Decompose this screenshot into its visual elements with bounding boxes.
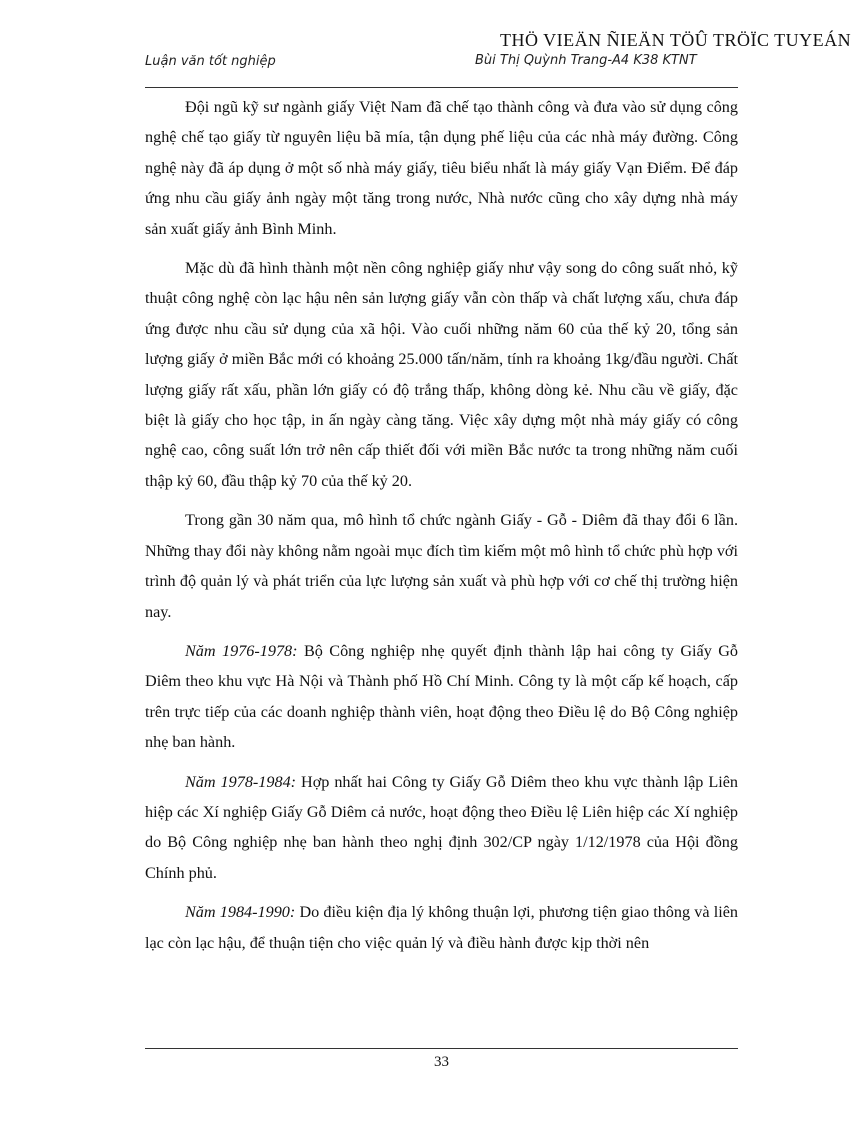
paragraph-6 xyxy=(145,897,738,958)
paragraph-2 xyxy=(145,253,738,496)
header-thesis-label: Luận văn tốt nghiệp xyxy=(145,54,276,69)
header-rule xyxy=(145,87,738,88)
paragraph-1 xyxy=(145,92,738,244)
paragraph-5-text: Hợp nhất hai Công ty Giấy Gỗ Diêm theo khu vực thành lập Liên hiệp các Xí nghiệp Giấy Gỗ Diêm cả nước, hoạt động theo Điều lệ Liên hiệp các Xí nghiệp do Bộ Công nghiệp nhẹ ban hành theo nghị định 302/CP ngày 1/12/1978 của Hội đồng Chính phủ. xyxy=(145,772,738,882)
body-text xyxy=(145,92,738,967)
paragraph-6-period: Năm 1984-1990: xyxy=(185,903,296,922)
paragraph-4 xyxy=(145,636,738,758)
footer-rule xyxy=(145,1048,738,1049)
paragraph-6-text: Do điều kiện địa lý không thuận lợi, phương tiện giao thông và liên lạc còn lạc hậu, để thuận tiện cho việc quản lý và điều hành được kịp thời nên xyxy=(145,903,738,952)
paragraph-3-text: Trong gần 30 năm qua, mô hình tổ chức ngành Giấy - Gỗ - Diêm đã thay đổi 6 lần. Những thay đổi này không nằm ngoài mục đích tìm kiếm một mô hình tổ chức phù hợp với trình độ quản lý và phát triển của lực lượng sản xuất và phù hợp với cơ chế thị trường hiện nay. xyxy=(145,511,738,621)
library-watermark: THÖ VIEÄN ÑIEÄN TÖÛ TRÖÏC TUYEÁN xyxy=(500,30,851,50)
paragraph-2-text: Mặc dù đã hình thành một nền công nghiệp giấy như vậy song do công suất nhỏ, kỹ thuật công nghệ còn lạc hậu nên sản lượng giấy vẫn còn thấp và chất lượng xấu, chưa đáp ứng được nhu cầu sử dụng của xã hội. Vào cuối những năm 60 của thế kỷ 20, tổng sản lượng giấy ở miền Bắc mới có khoảng 25.000 tấn/năm, tính ra khoảng 1kg/đầu người. Chất lượng giấy rất xấu, phần lớn giấy có độ trắng thấp, không dòng kẻ. Nhu cầu về giấy, đặc biệt là giấy cho học tập, in ấn ngày càng tăng. Việc xây dựng một nhà máy giấy có công nghệ cao, công suất lớn trở nên cấp thiết đối với miền Bắc nước ta trong những năm cuối thập kỷ 60, đầu thập kỷ 70 của thế kỷ 20. xyxy=(145,259,738,490)
page-number: 33 xyxy=(434,1054,449,1070)
paragraph-3 xyxy=(145,505,738,627)
header-author: Bùi Thị Quỳnh Trang-A4 K38 KTNT xyxy=(475,53,697,68)
paragraph-5-period: Năm 1978-1984: xyxy=(185,772,297,791)
paragraph-5 xyxy=(145,767,738,889)
paragraph-4-period: Năm 1976-1978: xyxy=(185,641,298,660)
paragraph-1-text: Đội ngũ kỹ sư ngành giấy Việt Nam đã chế tạo thành công và đưa vào sử dụng công nghệ chế tạo giấy từ nguyên liệu bã mía, tận dụng phế liệu của các nhà máy đường. Công nghệ này đã áp dụng ở một số nhà máy giấy, tiêu biểu nhất là máy giấy Vạn Điểm. Để đáp ứng nhu cầu giấy ảnh ngày một tăng trong nước, Nhà nước cũng cho xây dựng nhà máy sản xuất giấy ảnh Bình Minh. xyxy=(145,98,738,238)
paragraph-4-text: Bộ Công nghiệp nhẹ quyết định thành lập hai công ty Giấy Gỗ Diêm theo khu vực Hà Nội và Thành phố Hồ Chí Minh. Công ty là một cấp kế hoạch, cấp trên trực tiếp của các doanh nghiệp thành viên, hoạt động theo Điều lệ do Bộ Công nghiệp nhẹ ban hành. xyxy=(145,641,738,752)
